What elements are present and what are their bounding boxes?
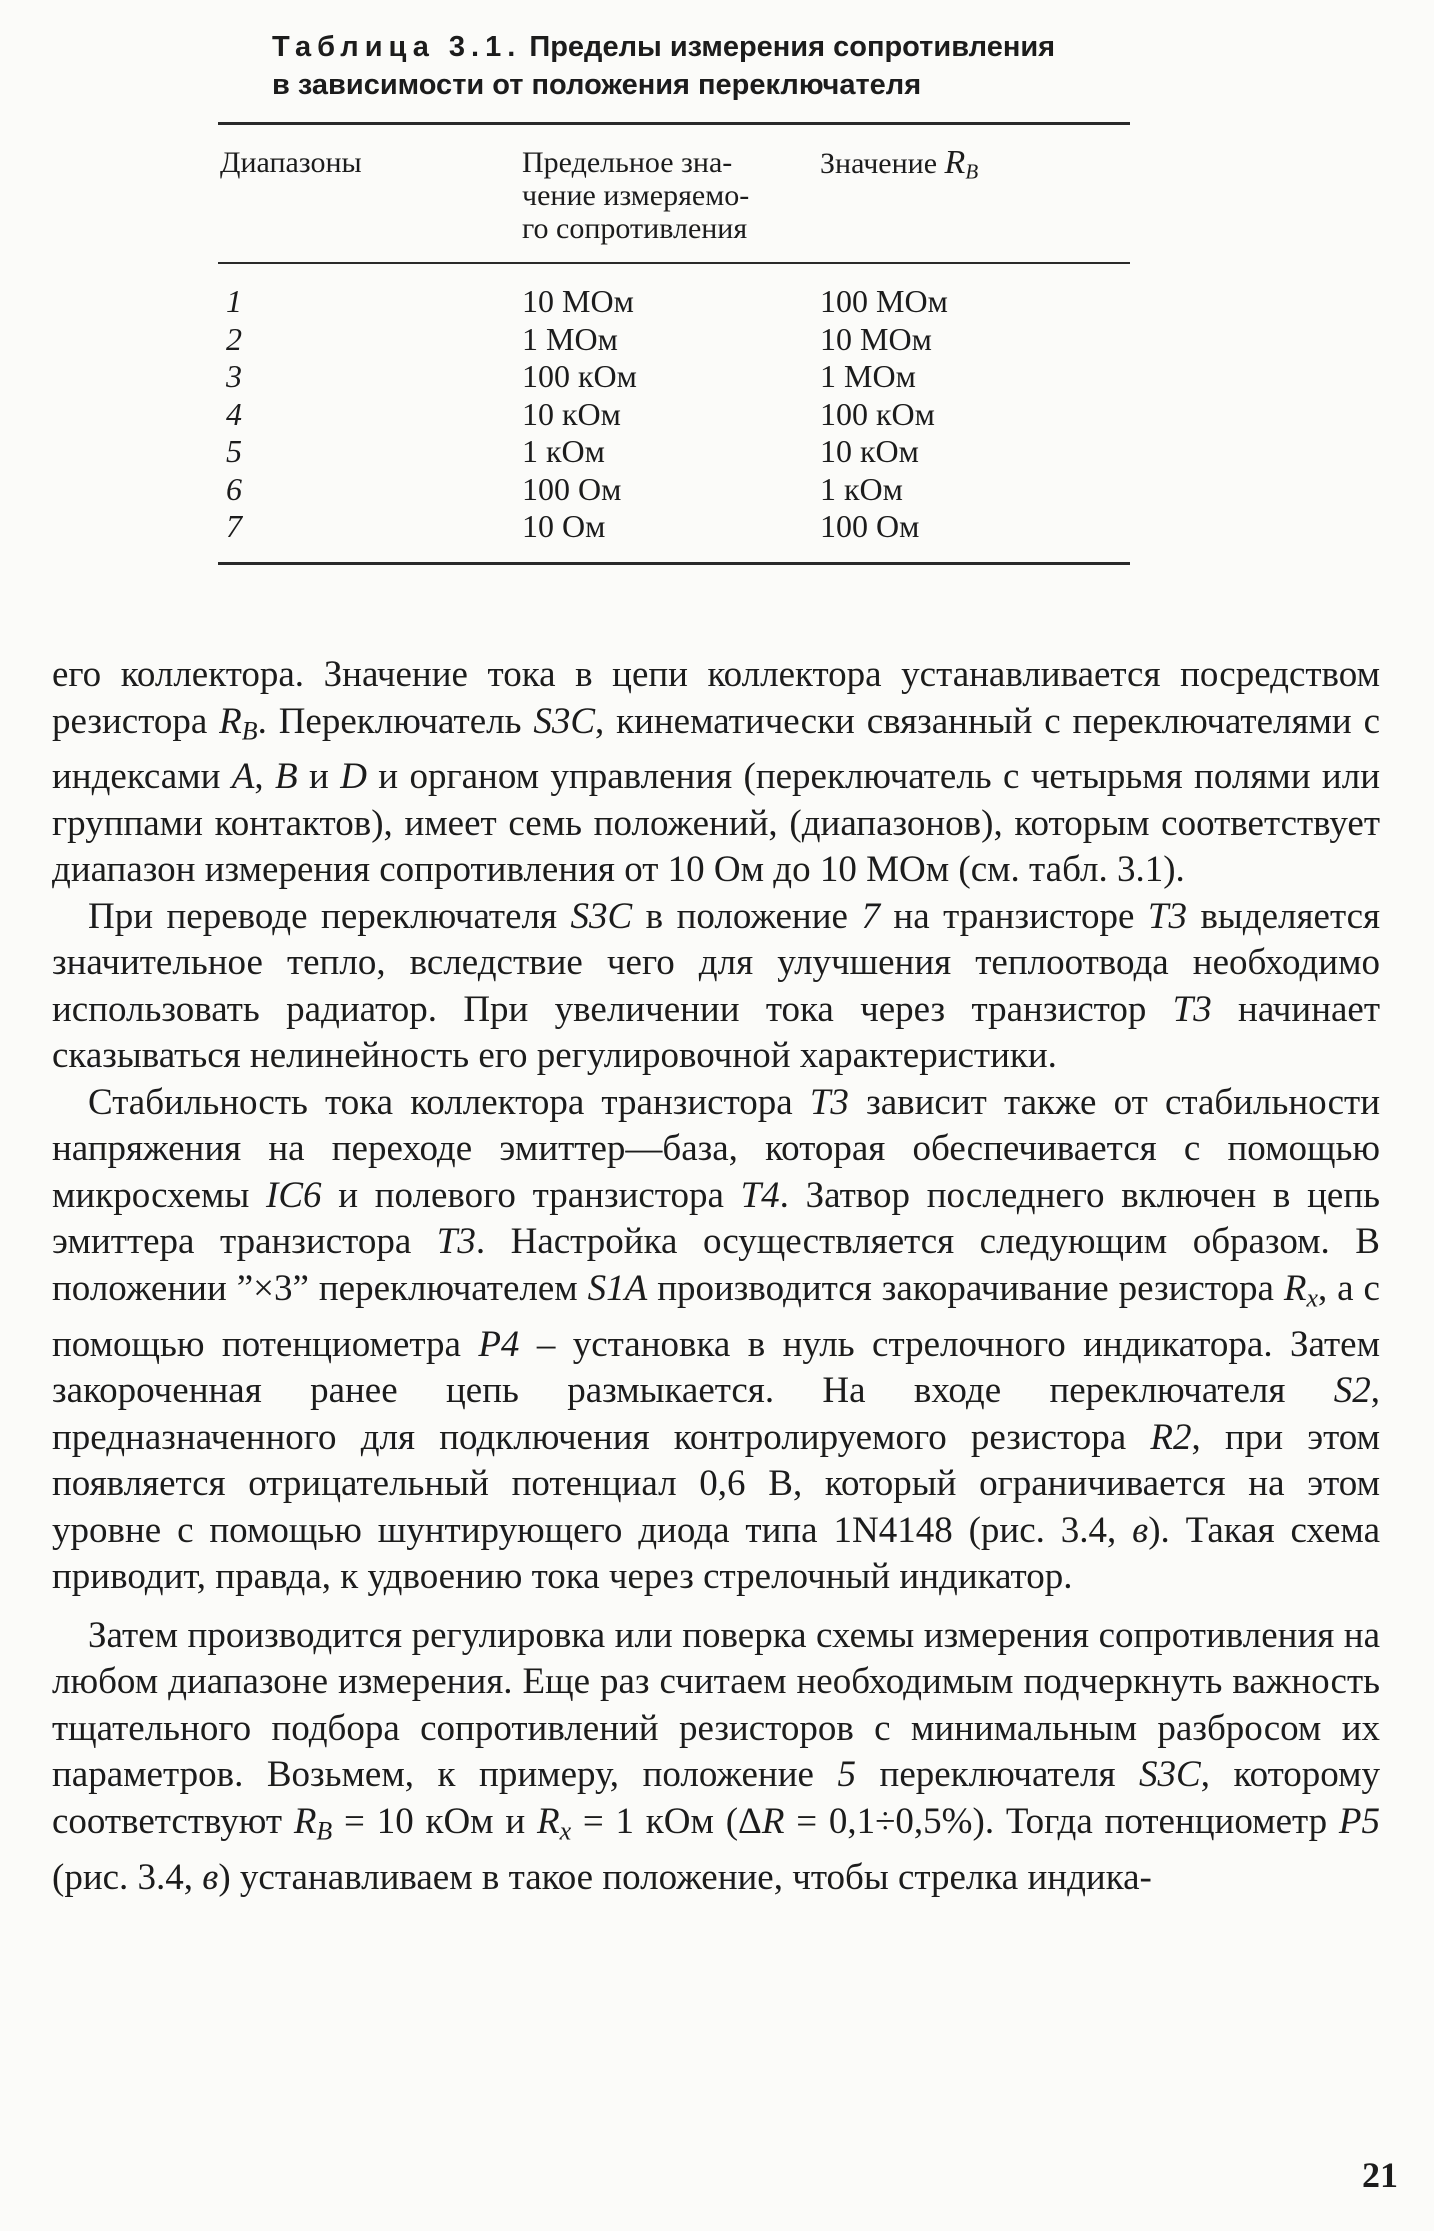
header-ranges: Диапазоны xyxy=(220,146,362,179)
italic-text: D xyxy=(340,756,367,798)
subscript-text: x xyxy=(1306,1283,1318,1313)
paragraph-text: , кинематически связанный с переключателями с индексами xyxy=(52,700,1380,798)
paragraph-text: выделяется значительное тепло, вследствие чего для улучшения теплоотвода необходимо использовать радиатор. При увеличении тока через транзистор xyxy=(52,895,1381,1030)
italic-text: S3C xyxy=(533,700,595,742)
paragraph-text: переключателя xyxy=(856,1754,1140,1796)
paragraph-text: , xyxy=(254,756,276,798)
paragraph-text: и полевого транзистора xyxy=(321,1174,741,1216)
cell-rb: 10 кОм xyxy=(820,433,919,469)
paragraph-text: , при этом появляется отрицательный потенциал 0,6 В, который ограничивается на этом уровне с помощью шунтирующего диода типа 1N4148 (рис. 3.4, xyxy=(52,1416,1380,1551)
cell-limit: 1 МОм xyxy=(522,320,618,357)
italic-text: в xyxy=(1132,1509,1149,1551)
subscript-text: B xyxy=(316,1816,333,1846)
cell-limit: 10 Ом xyxy=(522,508,606,544)
italic-text: T4 xyxy=(740,1174,780,1216)
paragraph-text: (рис. 3.4, xyxy=(52,1856,203,1898)
italic-text: 5 xyxy=(837,1754,856,1796)
italic-text: IC6 xyxy=(266,1174,322,1216)
paragraph-text: начинает сказываться нелинейность его регулировочной характеристики. xyxy=(52,988,1381,1077)
table-caption xyxy=(272,28,1132,104)
cell-limit: 100 Ом xyxy=(522,470,622,507)
paragraph xyxy=(52,1080,1380,1601)
paragraph-text: . Затвор последнего включен в цепь эмиттера транзистора xyxy=(52,1174,1380,1263)
table-caption-label: Таблица 3.1. xyxy=(272,31,522,63)
cell-range: 1 xyxy=(226,283,242,319)
cell-rb: 1 кОм xyxy=(820,470,903,507)
paragraph-text: ) устанавливаем в такое положение, чтобы стрелка индика- xyxy=(218,1856,1152,1898)
header-rb-sub: B xyxy=(965,159,979,184)
header-rb-value xyxy=(820,146,978,188)
paragraph-text: в положение xyxy=(632,895,862,937)
italic-text: B xyxy=(275,756,298,798)
italic-text: R xyxy=(293,1800,317,1842)
paragraph-text: = 0,1÷0,5%). Тогда потенциометр xyxy=(784,1800,1339,1842)
header-limit-line: чение измеряемо- xyxy=(522,179,750,212)
paragraph-text: , которому соответствуют xyxy=(52,1754,1380,1842)
paragraph xyxy=(52,652,1380,894)
table-header-rule xyxy=(218,262,1130,264)
cell-range: 5 xyxy=(226,433,242,469)
page-number: 21 xyxy=(1362,2155,1398,2195)
cell-range: 3 xyxy=(226,358,242,394)
cell-limit: 1 кОм xyxy=(522,433,605,469)
italic-text: R xyxy=(536,1800,560,1842)
paragraph-text: Затем производится регулировка или поверка схемы измерения сопротивления на любом диапазоне измерения. Еще раз считаем необходимым подчеркнуть важность тщательного подбора сопротивлений резисторов с минимальным разбросом их параметров. Возьмем, к примеру, положение xyxy=(52,1614,1380,1796)
italic-text: в xyxy=(202,1856,219,1898)
paragraph-text: и органом управления (переключатель с четырьмя полями или группами контактов), имеет семь положений, (диапазонов), которым соответствует диапазон измерения сопротивления от 10 Ом до 10 МОм (см. табл. 3.1). xyxy=(52,756,1380,891)
cell-limit: 10 МОм xyxy=(522,283,634,319)
cell-limit: 100 кОм xyxy=(522,358,637,394)
table-caption-title: Пределы измерения сопротивления xyxy=(529,31,1056,63)
table-caption-line-2: в зависимости от положения переключателя xyxy=(272,69,922,101)
italic-text: T3 xyxy=(1172,988,1212,1030)
italic-text: P5 xyxy=(1338,1800,1381,1842)
header-rb-var: R xyxy=(944,144,966,181)
italic-text: 7 xyxy=(861,895,880,937)
header-limit-value xyxy=(522,146,749,245)
cell-rb: 1 МОм xyxy=(820,358,916,394)
paragraph xyxy=(52,894,1380,1080)
paragraph-text: и xyxy=(297,756,341,798)
italic-text: S1A xyxy=(587,1267,648,1309)
paragraph-text: зависит также от стабильности напряжения на переходе эмиттер—база, которая обеспечивается с помощью микросхемы xyxy=(52,1081,1380,1216)
italic-text: R xyxy=(761,1800,785,1842)
italic-text: A xyxy=(231,756,255,798)
paragraph-text: . Переключатель xyxy=(257,700,534,742)
cell-range: 4 xyxy=(226,395,242,432)
cell-limit: 10 кОм xyxy=(522,395,621,432)
header-rb-text: Значение xyxy=(820,147,945,180)
italic-text: S2 xyxy=(1333,1370,1371,1412)
cell-rb: 10 МОм xyxy=(820,320,932,357)
italic-text: T3 xyxy=(436,1221,476,1263)
paragraph xyxy=(52,1613,1380,1901)
header-limit-line: го сопротивления xyxy=(522,212,748,245)
paragraph-text: = 10 кОм и xyxy=(332,1800,537,1842)
cell-rb: 100 кОм xyxy=(820,395,935,432)
paragraph-text: производится закорачивание резистора xyxy=(647,1267,1284,1309)
italic-text: R2 xyxy=(1150,1416,1192,1458)
paragraph-text: При переводе переключателя xyxy=(88,895,571,937)
italic-text: P4 xyxy=(478,1323,520,1365)
header-limit-line: Предельное зна- xyxy=(522,146,733,179)
paragraph-text: , предназначенного для подключения контролируемого резистора xyxy=(52,1370,1380,1458)
italic-text: T3 xyxy=(1147,895,1187,937)
subscript-text: x xyxy=(559,1816,572,1846)
paragraph-text: , а с помощью потенциометра xyxy=(52,1267,1380,1365)
paragraph-text: его коллектора. Значение тока в цепи коллектора устанавливается посредством резистора xyxy=(52,654,1380,742)
italic-text: S3C xyxy=(570,895,633,937)
table-top-rule xyxy=(218,122,1130,125)
cell-rb: 100 Ом xyxy=(820,508,920,544)
subscript-text: B xyxy=(241,715,258,745)
cell-range: 2 xyxy=(226,320,242,357)
paragraph-text: – установка в нуль стрелочного индикатора. Затем закороченная ранее цепь размыкается. На входе переключателя xyxy=(52,1323,1380,1412)
paragraph-text: Стабильность тока коллектора транзистора xyxy=(88,1081,810,1123)
table-caption-line-1 xyxy=(272,28,1132,66)
italic-text: S3C xyxy=(1139,1754,1201,1796)
paragraph-text: ). Такая схема приводит, правда, к удвоению тока через стрелочный индикатор. xyxy=(52,1509,1380,1598)
body-text xyxy=(52,652,1380,1901)
table-bottom-rule xyxy=(218,562,1130,565)
paragraph-text: = 1 кОм (Δ xyxy=(571,1800,762,1842)
italic-text: R xyxy=(219,700,242,742)
italic-text: T3 xyxy=(809,1081,849,1123)
italic-text: R xyxy=(1283,1267,1307,1309)
paragraph-text: . Настройка осуществляется следующим образом. В положении ”×3” переключателем xyxy=(52,1221,1380,1309)
cell-range: 7 xyxy=(226,508,242,544)
cell-range: 6 xyxy=(226,470,242,507)
paragraph-text: на транзисторе xyxy=(879,895,1148,937)
cell-rb: 100 МОм xyxy=(820,283,948,319)
